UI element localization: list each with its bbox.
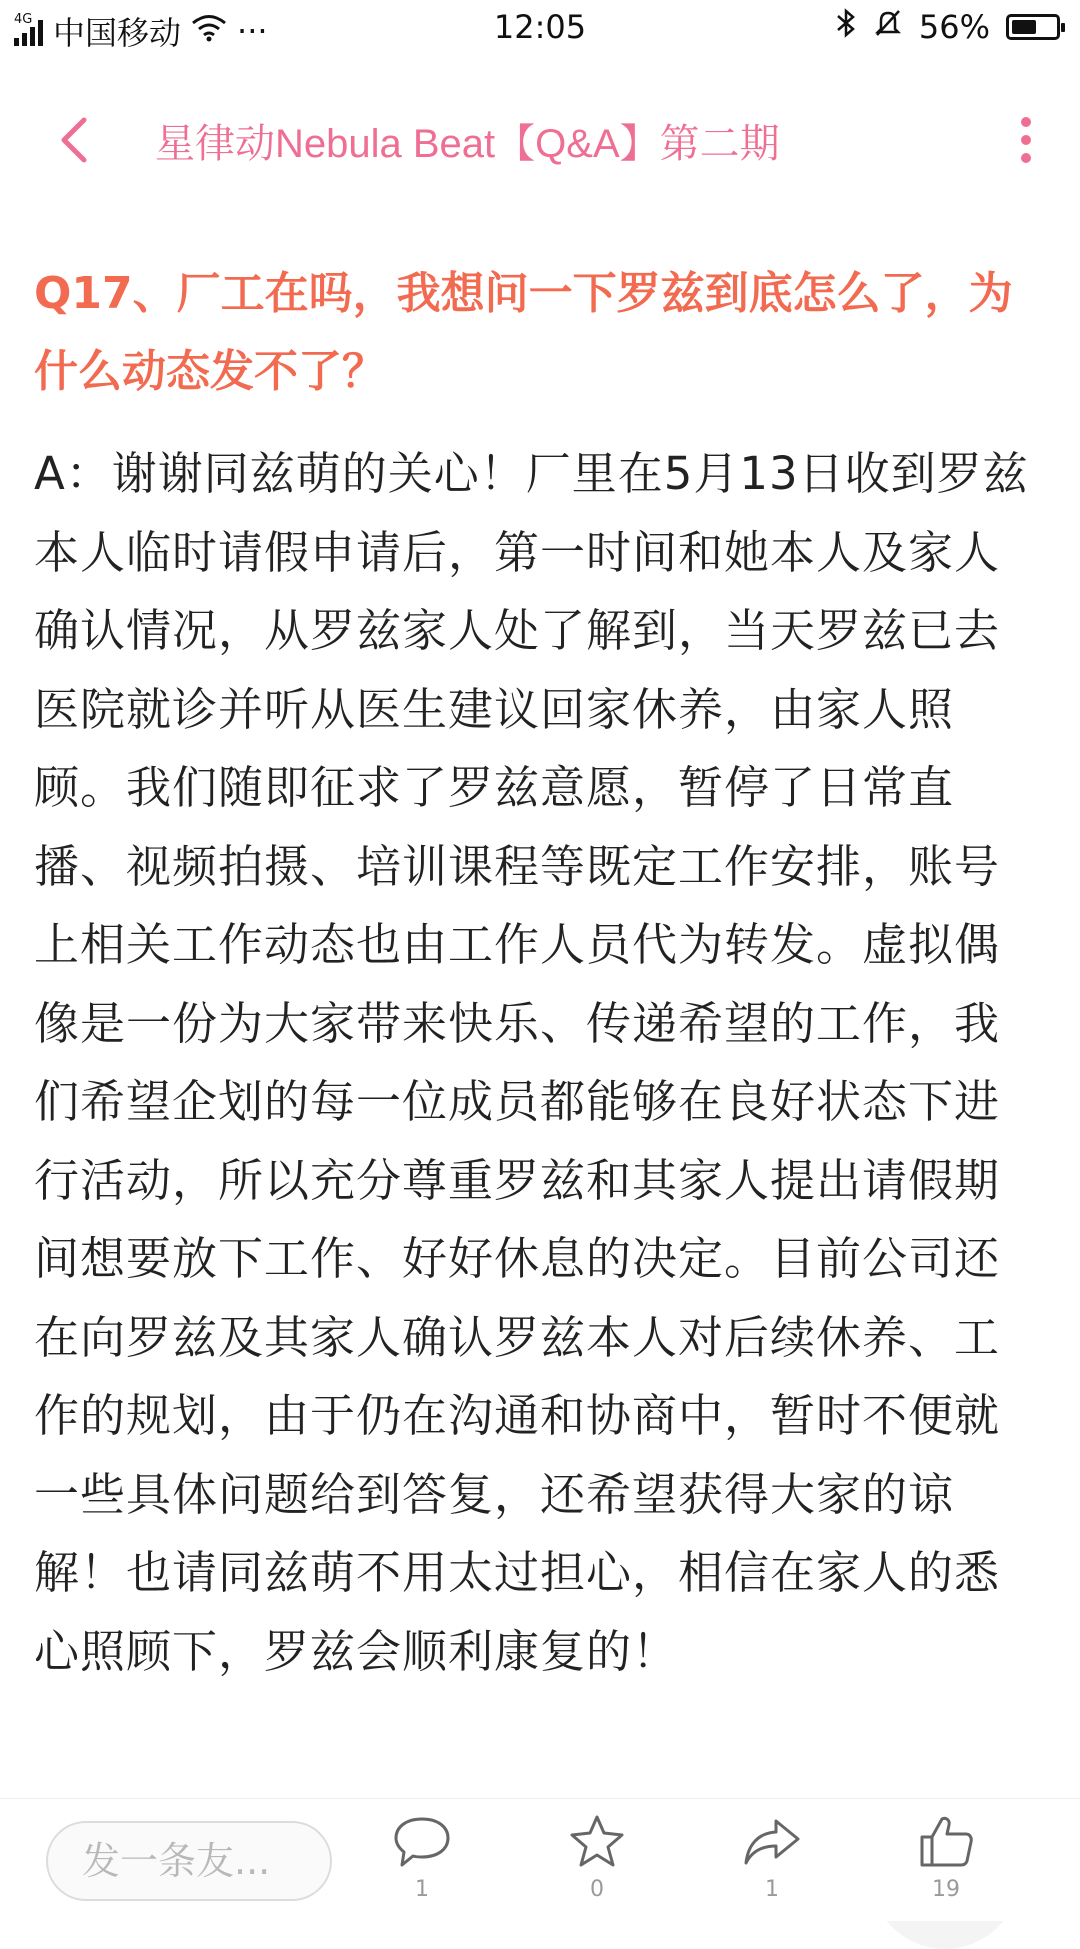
like-count: 19 [932,1877,960,1902]
page-title: 星律动Nebula Beat【Q&A】第二期 [155,122,780,166]
favorite-button[interactable] [537,1813,657,1902]
share-button[interactable] [712,1813,832,1902]
question-heading: Q17、厂工在吗，我想问一下罗兹到底怎么了，为什么动态发不了？ [34,268,1013,397]
status-time: 12:05 [493,8,587,46]
status-more-dots: ··· [237,12,268,50]
battery-percent: 56% [918,8,990,46]
mute-bell-icon [873,8,903,46]
share-arrow-icon [742,1813,802,1871]
comment-button[interactable] [362,1813,482,1902]
title-bar [0,90,1080,190]
comment-input[interactable]: 发一条友... [46,1821,332,1901]
star-icon [567,1813,627,1871]
bluetooth-icon [835,8,857,46]
comment-count: 1 [415,1877,429,1902]
back-button[interactable] [50,112,100,168]
battery-icon [1006,14,1060,40]
share-count: 1 [765,1877,779,1902]
more-options-button[interactable] [1008,110,1044,170]
like-button[interactable] [886,1813,1006,1902]
status-bar [0,0,1080,56]
thumbs-up-icon [916,1813,976,1871]
carrier-name: 中国移动 [53,14,182,52]
network-type: 4G [14,12,33,27]
bottom-action-bar [0,1798,1080,1921]
answer-paragraph: A：谢谢同兹萌的关心！厂里在5月13日收到罗兹本人临时请假申请后，第一时间和她本人及家人确认情况，从罗兹家人处了解到，当天罗兹已去医院就诊并听从医生建议回家休养，由家人照顾。我们随即征求了罗兹意愿，暂停了日常直播、视频拍摄、培训课程等既定工作安排，账号上相关工作动态也由工作人员代为转发。虚拟偶像是一份为大家带来快乐、传递希望的工作，我们希望企划的每一位成员都能够在良好状态下进行活动，所以充分尊重罗兹和其家人提出请假期间想要放下工作、好好休息的决定。目前公司还在向罗兹及其家人确认罗兹本人对后续休养、工作的规划，由于仍在沟通和协商中，暂时不便就一些具体问题给到答复，还希望获得大家的谅解！也请同兹萌不用太过担心，相信在家人的悉心照顾下，罗兹会顺利康复的！ [34,447,1029,1678]
favorite-count: 0 [590,1877,604,1902]
comment-bubble-icon [392,1813,452,1871]
status-right [835,8,1060,46]
chevron-left-icon [50,112,100,168]
vertical-dots-icon [1008,110,1044,170]
battery-level [1012,20,1036,34]
